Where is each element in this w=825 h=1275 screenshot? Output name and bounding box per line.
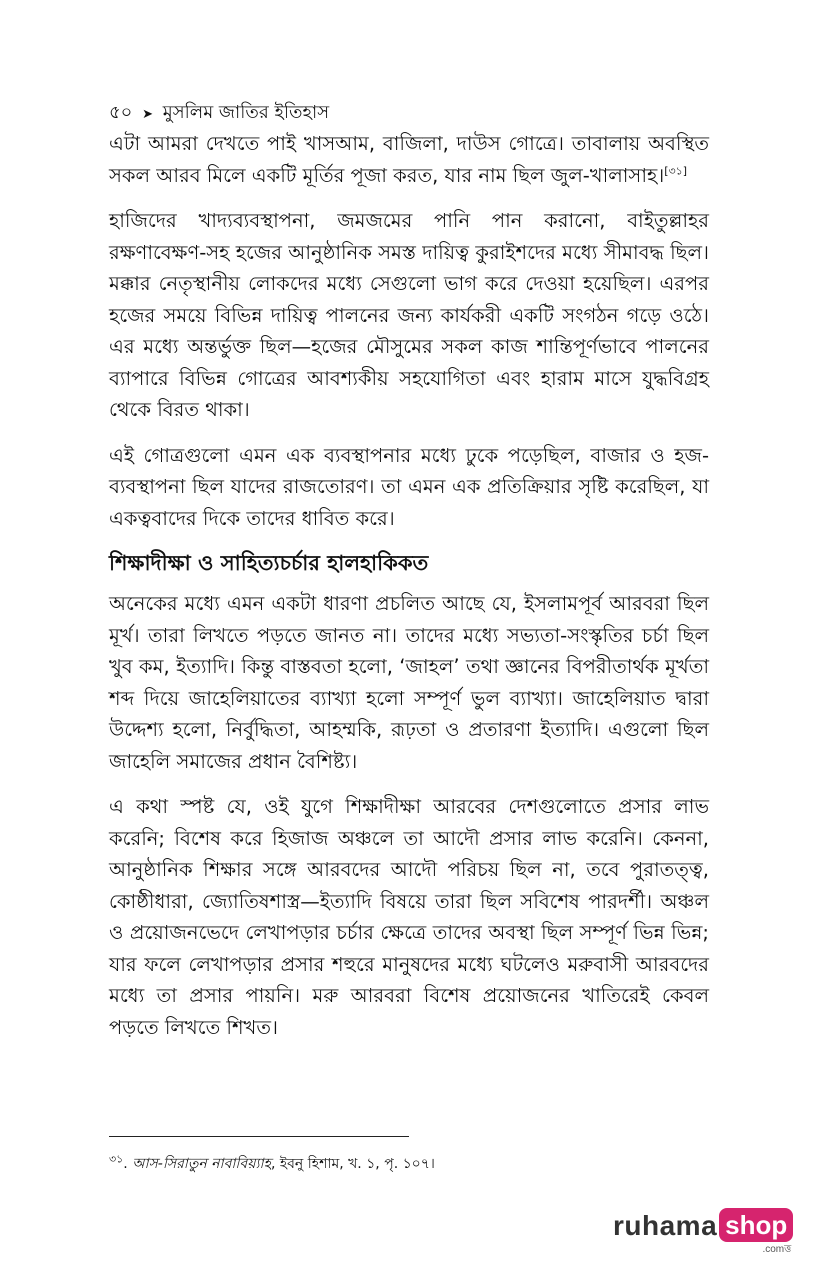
paragraph-1-text: এটা আমরা দেখতে পাই খাসআম, বাজিলা, দাউস গোত্রে। তাবালায় অবস্থিত সকল আরব মিলে একটি মূর্তির পূজা করত, যার নাম ছিল জুল-খালাসাহ।	[109, 132, 709, 187]
paragraph-4: অনেকের মধ্যে এমন একটা ধারণা প্রচলিত আছে যে, ইসলামপূর্ব আরবরা ছিল মূর্খ। তারা লিখতে পড়তে জানত না। তাদের মধ্যে সভ্যতা-সংস্কৃতির চর্চা ছিল খুব কম, ইত্যাদি। কিন্তু বাস্তবতা হলো, ‘জাহল’ তথা জ্ঞানের বিপরীতার্থক মূর্খতা শব্দ দিয়ে জাহেলিয়াতের ব্যাখ্যা হলো সম্পূর্ণ ভুল ব্যাখ্যা। জাহেলিয়াত দ্বারা উদ্দেশ্য হলো, নির্বুদ্ধিতা, আহম্মকি, রূঢ়তা ও প্রতারণা ইত্যাদি। এগুলো ছিল জাহেলি সমাজের প্রধান বৈশিষ্ট্য।	[109, 592, 709, 773]
footnote: $^{৩১}$. আস-সিরাতুন নাবাবিয়্যাহ, ইবনু হিশাম, খ. ১, পৃ. ১০৭।	[109, 1152, 435, 1172]
running-header	[109, 98, 329, 129]
ruhamashop-logo[interactable]	[613, 1208, 793, 1255]
page-body	[109, 128, 709, 1057]
footnote-number: ৩১	[109, 1152, 124, 1166]
footnote-details: , ইবনু হিশাম, খ. ১, পৃ. ১০৭।	[270, 1156, 435, 1172]
book-title: মুসলিম জাতির ইতিহাস	[162, 102, 330, 123]
section-heading: শিক্ষাদীক্ষা ও সাহিত্যচর্চার হালহাকিকত	[109, 551, 429, 575]
arrow-icon: ➤	[142, 107, 154, 122]
footnote-divider	[109, 1136, 409, 1137]
footnote-reference[interactable]: [৩১]	[664, 164, 688, 177]
paragraph-3: এই গোত্রগুলো এমন এক ব্যবস্থাপনার মধ্যে ঢুকে পড়েছিল, বাজার ও হজ-ব্যবস্থাপনা ছিল যাদের রাজতোরণ। তা এমন এক প্রতিক্রিয়ার সৃষ্টি করেছিল, যা একত্ববাদের দিকে তাদের ধাবিত করে।	[109, 443, 709, 530]
logo-text-shop: shop	[719, 1208, 793, 1242]
logo-suffix: .comত্ত	[762, 1244, 792, 1255]
footnote-source-title: আস-সিরাতুন নাবাবিয়্যাহ	[132, 1156, 271, 1172]
paragraph-2: হাজিদের খাদ্যব্যবস্থাপনা, জমজমের পানি পান করানো, বাইতুল্লাহর রক্ষণাবেক্ষণ-সহ হজের আনুষ্ঠানিক সমস্ত দায়িত্ব কুরাইশদের মধ্যে সীমাবদ্ধ ছিল। মক্কার নেতৃস্থানীয় লোকদের মধ্যে সেগুলো ভাগ করে দেওয়া হয়েছিল। এরপর হজের সময়ে বিভিন্ন দায়িত্ব পালনের জন্য কার্যকরী একটি সংগঠন গড়ে ওঠে। এর মধ্যে অন্তর্ভুক্ত ছিল—হজের মৌসুমের সকল কাজ শান্তিপূর্ণভাবে পালনের ব্যাপারে বিভিন্ন গোত্রের আবশ্যকীয় সহযোগিতা এবং হারাম মাসে যুদ্ধবিগ্রহ থেকে বিরত থাকা।	[109, 209, 709, 421]
page-number: ৫০	[109, 102, 133, 123]
paragraph-5: এ কথা স্পষ্ট যে, ওই যুগে শিক্ষাদীক্ষা আরবের দেশগুলোতে প্রসার লাভ করেনি; বিশেষ করে হিজাজ অঞ্চলে তা আদৌ প্রসার লাভ করেনি। কেননা, আনুষ্ঠানিক শিক্ষার সঙ্গে আরবদের আদৌ পরিচয় ছিল না, তবে পুরাতত্ত্ব, কোষ্ঠীধারা, জ্যোতিষশাস্ত্র—ইত্যাদি বিষয়ে তারা ছিল সবিশেষ পারদর্শী। অঞ্চল ও প্রয়োজনভেদে লেখাপড়ার চর্চার ক্ষেত্রে তাদের অবস্থা ছিল সম্পূর্ণ ভিন্ন ভিন্ন; যার ফলে লেখাপড়ার প্রসার শহুরে মানুষদের মধ্যে ঘটলেও মরুবাসী আরবদের মধ্যে তা প্রসার পায়নি। মরু আরবরা বিশেষ প্রয়োজনের খাতিরেই কেবল পড়তে লিখতে শিখত।	[109, 795, 709, 1039]
paragraph-1	[109, 128, 709, 191]
logo-text-ruhama: ruhama	[613, 1210, 718, 1241]
